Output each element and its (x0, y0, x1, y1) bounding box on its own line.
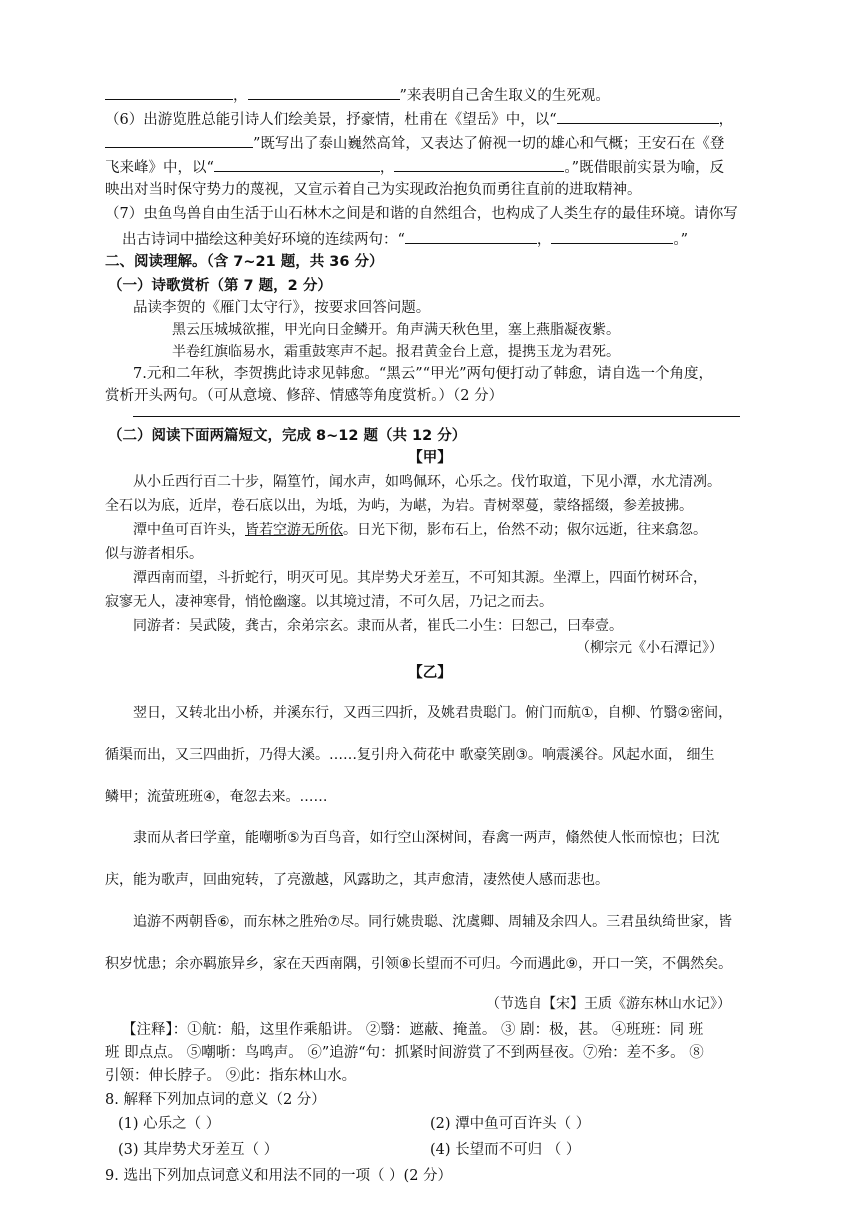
yi-source: （节选自【宋】王质《游东林山水记》） (486, 996, 731, 1012)
q8-item[interactable]: (4) 长望而不可归 （ ） (430, 1142, 581, 1158)
jia-line: 从小丘西行百二十步，隔篁竹，闻水声，如鸣佩环，心乐之。伐竹取道，下见小潭，水尤清冽。 (133, 474, 721, 490)
q6-line-3 (105, 156, 724, 178)
section-heading: 二、阅读理解。（含 7~21 题，共 36 分） (105, 254, 384, 270)
q7-fill-text: 。” (673, 232, 689, 248)
yi-line: 积岁忧患；余亦羁旅异乡，家在天西南隅，引领⑧长望而不可归。今而遇此⑨，开口一笑，不偶然矣。 (105, 956, 733, 972)
q8-item[interactable]: (3) 其岸势犬牙差互（ ） (118, 1142, 279, 1158)
q7-fill-separator: ， (536, 232, 552, 248)
q6-text: ”既写出了泰山巍然高耸，又表达了俯视一切的雄心和气概；王安石在《登 (253, 136, 725, 152)
q7-prompt-line-2: 赏析开头两句。（可从意境、修辞、情感等角度赏析。）（2 分） (105, 388, 504, 404)
q8-item[interactable]: (2) 潭中鱼可百许头（ ） (430, 1116, 591, 1132)
answer-blank[interactable] (557, 108, 719, 124)
q6-text: 飞来峰》中，以“ (105, 160, 214, 176)
q7-fill-text: 出古诗词中描绘这种美好环境的连续两句：“ (122, 232, 405, 248)
jia-line (133, 520, 707, 540)
annotation-line: 【注释】：①航：船，这里作乘船讲。 ②翳：遮蔽、掩盖。 ③ 剧：极，甚。 ④班班：同 班 (122, 1022, 704, 1038)
q6-text: （6）出游览胜总能引诗人们绘美景，抒豪情，杜甫在《望岳》中，以“ (105, 112, 557, 128)
answer-line[interactable] (133, 416, 740, 417)
jia-line: 同游者：吴武陵，龚古，余弟宗玄。隶而从者，崔氏二小生：曰恕己，曰奉壹。 (133, 618, 623, 634)
q6-line-1 (105, 108, 733, 130)
part1-heading: （一）诗歌赏析（第 7 题，2 分） (108, 278, 332, 294)
q6-line-2 (105, 132, 724, 154)
yi-line: 鳞甲；流萤班班④，奄忽去来。…… (105, 789, 328, 805)
q6-separator: ， (718, 112, 734, 128)
poem-intro: 品读李贺的《雁门太守行》，按要求回答问题。 (133, 300, 431, 316)
answer-blank[interactable] (105, 132, 253, 148)
jia-line: 潭西南而望，斗折蛇行，明灭可见。其岸势犬牙差互，不可知其源。坐潭上，四面竹树环合， (133, 570, 707, 586)
q7-prompt-line-1: 7.元和二年秋，李贺携此诗求见韩愈。“黑云”“甲光”两句便打动了韩愈，请自选一个角度， (133, 366, 713, 382)
jia-line: 似与游者相乐。 (105, 546, 203, 562)
yi-line: 循渠而出，又三四曲折，乃得大溪。……复引舟入荷花中 歌豪笑剧③。响震溪谷。风起水面， 细生 (105, 747, 715, 763)
q5-tail-text: ”来表明自己舍生取义的生死观。 (399, 88, 610, 104)
yi-line: 庆，能为歌声，回曲宛转，了亮激越，风露助之，其声愈清，凄然使人感而悲也。 (105, 872, 609, 888)
yi-line: 追游不两朝昏⑥，而东林之胜殆⑦尽。同行姚贵聪、沈虞卿、周辅及余四人。三君虽纨绮世家，皆 (133, 914, 733, 930)
answer-blank[interactable] (405, 228, 537, 244)
q7-fill-line-1: （7）虫鱼鸟兽自由生活于山石林木之间是和谐的自然组合，也构成了人类生存的最佳环境。请你写 (105, 206, 738, 222)
answer-blank[interactable] (551, 228, 673, 244)
jia-line: 全石以为底，近岸，卷石底以出，为坻，为屿，为嵁，为岩。青树翠蔓，蒙络摇缀，参差披拂。 (105, 498, 693, 514)
answer-blank[interactable] (105, 84, 233, 100)
q9-prompt[interactable]: 9. 选出下列加点词意义和用法不同的一项（ ）(2 分） (105, 1168, 453, 1184)
jia-text: 潭中鱼可百许头， (133, 522, 245, 538)
yi-line: 翌日，又转北出小桥，并溪东行，又西三四折，及姚君贵聪门。俯门而航①，自柳、竹翳②密间， (133, 705, 733, 721)
passage-yi-title: 【乙】 (408, 665, 452, 681)
q6-text: 。”既借眼前实景为喻，反 (564, 160, 725, 176)
annotation-line: 引领：伸长脖子。 ⑨此：指东林山水。 (105, 1068, 357, 1084)
jia-source: （柳宗元《小石潭记》） (576, 640, 723, 656)
answer-blank[interactable] (394, 156, 564, 172)
q5-separator: ， (233, 88, 248, 104)
poem-line: 黑云压城城欲摧，甲光向日金鳞开。角声满天秋色里，塞上燕脂凝夜紫。 (172, 322, 620, 338)
jia-line: 寂寥无人，凄神寒骨，悄怆幽邃。以其境过清，不可久居，乃记之而去。 (105, 594, 553, 610)
part2-heading: （二）阅读下面两篇短文，完成 8~12 题（共 12 分） (108, 428, 467, 444)
q6-line-4: 映出对当时保守势力的蔑视，又宣示着自己为实现政治抱负而勇往直前的进取精神。 (105, 182, 642, 198)
q8-item[interactable]: (1) 心乐之（ ） (118, 1116, 221, 1132)
answer-blank[interactable] (214, 156, 380, 172)
yi-line: 隶而从者曰学童，能嘲哳⑤为百鸟音，如行空山深树间，春禽一两声，翛然使人怅而惊也；曰沈 (133, 830, 720, 846)
q8-title: 8. 解释下列加点词的意义（2 分） (105, 1092, 326, 1108)
poem-line: 半卷红旗临易水，霜重鼓寒声不起。报君黄金台上意，提携玉龙为君死。 (172, 344, 620, 360)
passage-jia-title: 【甲】 (408, 450, 452, 466)
q5-line (105, 84, 610, 106)
jia-underlined-sentence: 皆若空游无所依 (245, 522, 343, 538)
q7-fill-line-2 (122, 228, 688, 250)
annotation-line: 班 即点点。 ⑤嘲哳：鸟鸣声。 ⑥”追游“句：抓紧时间游赏了不到两昼夜。⑦殆：差不多。 ⑧ (105, 1045, 704, 1061)
q6-separator: ， (379, 160, 395, 176)
jia-text: 。日光下彻，影布石上，佁然不动；俶尔远逝，往来翕忽。 (343, 522, 707, 538)
answer-blank[interactable] (248, 84, 400, 100)
